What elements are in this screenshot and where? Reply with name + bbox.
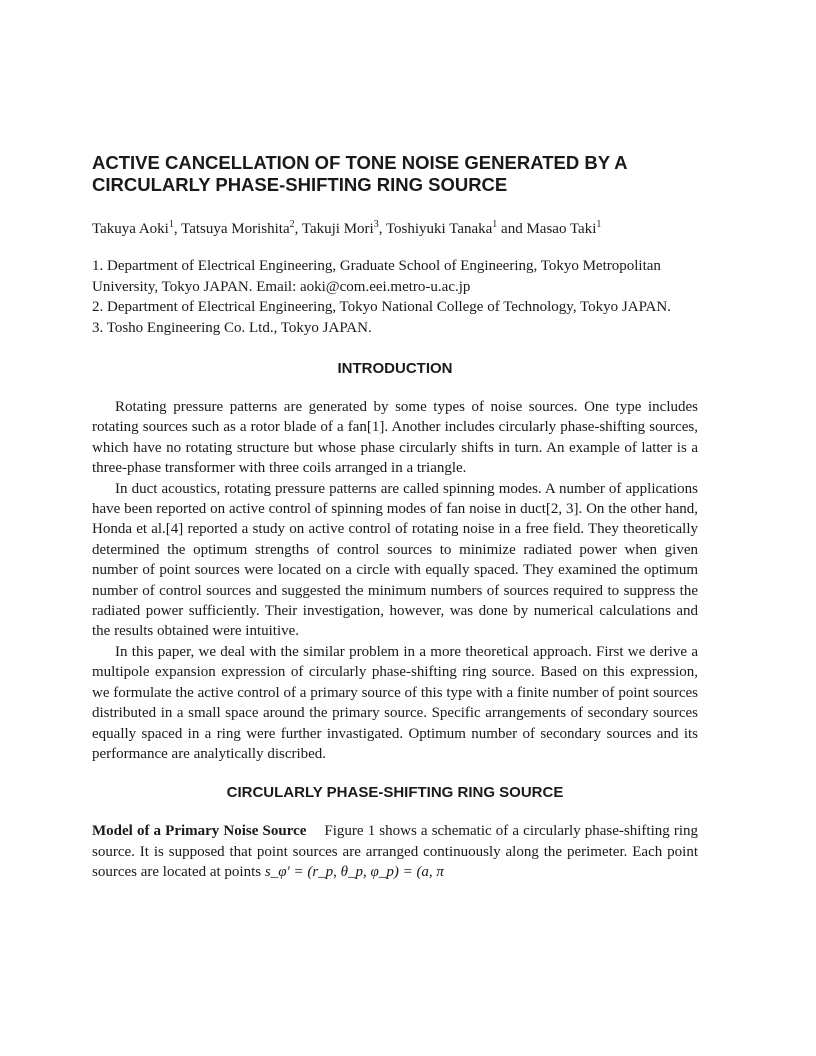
affiliation-marker: 2 [289, 219, 295, 230]
paper-page [92, 152, 698, 883]
author-name: Masao Taki [526, 221, 597, 237]
author-name: Tatsuya Morishita [181, 221, 290, 237]
model-paragraph [92, 821, 698, 882]
paragraph: In duct acoustics, rotating pressure patterns are called spinning modes. A number of applications have been reported on active control of spinning modes of fan noise in duct[2, 3]. On the other hand, Honda et al.[4] reported a study on active control of rotating noise in a free field. They theoretically determined the optimum strengths of control sources to minimize radiated power when given number of point sources were located on a circle with equally spaced. They examined the optimum number of control sources and suggested the minimum numbers of sources required to suppress the radiated power sufficiently. Their investigation, however, was done by numerical calculations and the results obtained were intuitive. [92, 480, 698, 640]
paragraph-text: Figure 1 shows a schematic of a circularly phase-shifting ring source. It is supposed that point sources are arranged continuously along the perimeter. Each point sources are located at points [92, 823, 699, 881]
run-in-heading: Model of a Primary Noise Source [92, 823, 307, 840]
introduction-body [92, 397, 698, 764]
affiliation-item: 2. Department of Electrical Engineering, Tokyo National College of Technology, Tokyo JAPAN. [92, 299, 671, 315]
author-name: Takuya Aoki [92, 221, 169, 237]
author-list: Takuya Aoki$^1$, Tatsuya Morishita$^2$, Takuji Mori$^3$, Toshiyuki Tanaka$^1$ and Masao Taki$^1$ [92, 219, 602, 237]
affiliation-marker: 1 [596, 219, 602, 230]
affiliation-marker: 3 [373, 219, 379, 230]
paper-title: ACTIVE CANCELLATION OF TONE NOISE GENERATED BY A CIRCULARLY PHASE-SHIFTING RING SOURCE [92, 152, 627, 195]
affiliation-list [92, 256, 698, 338]
author-name: Takuji Mori [301, 221, 374, 237]
paragraph: Rotating pressure patterns are generated by some types of noise sources. One type includes rotating sources such as a rotor blade of a fan[1]. Another includes circularly phase-shifting sources, which have no rotating structure but whose phase circularly shifts in turn. An example of latter is a three-phase transformer with three coils arranged in a triangle. [92, 399, 698, 477]
affiliation-item: 3. Tosho Engineering Co. Ltd., Tokyo JAPAN. [92, 319, 372, 336]
affiliation-item: 1. Department of Electrical Engineering, Graduate School of Engineering, Tokyo Metropolitan University, Tokyo JAPAN. Email: aoki@com.eei.metro-u.ac.jp [92, 258, 661, 295]
ring-source-heading: CIRCULARLY PHASE-SHIFTING RING SOURCE [226, 784, 564, 802]
source-position-equation: s_φ' = (r_p, θ_p, φ_p) = (a, π [264, 864, 444, 881]
affiliation-marker: 1 [492, 219, 498, 230]
introduction-heading: INTRODUCTION [337, 360, 453, 377]
author-name: Toshiyuki Tanaka [385, 221, 493, 237]
paragraph: In this paper, we deal with the similar problem in a more theoretical approach. First we derive a multipole expansion expression of circularly phase-shifting ring source. Based on this expression, we formulate the active control of a primary source of this type with a finite number of point sources distributed in a small space around the primary source. Specific arrangements of secondary sources equally spaced in a ring were further invastigated. Optimum number of secondary sources and its performance are analytically discribed. [92, 643, 698, 762]
affiliation-marker: 1 [168, 219, 174, 230]
